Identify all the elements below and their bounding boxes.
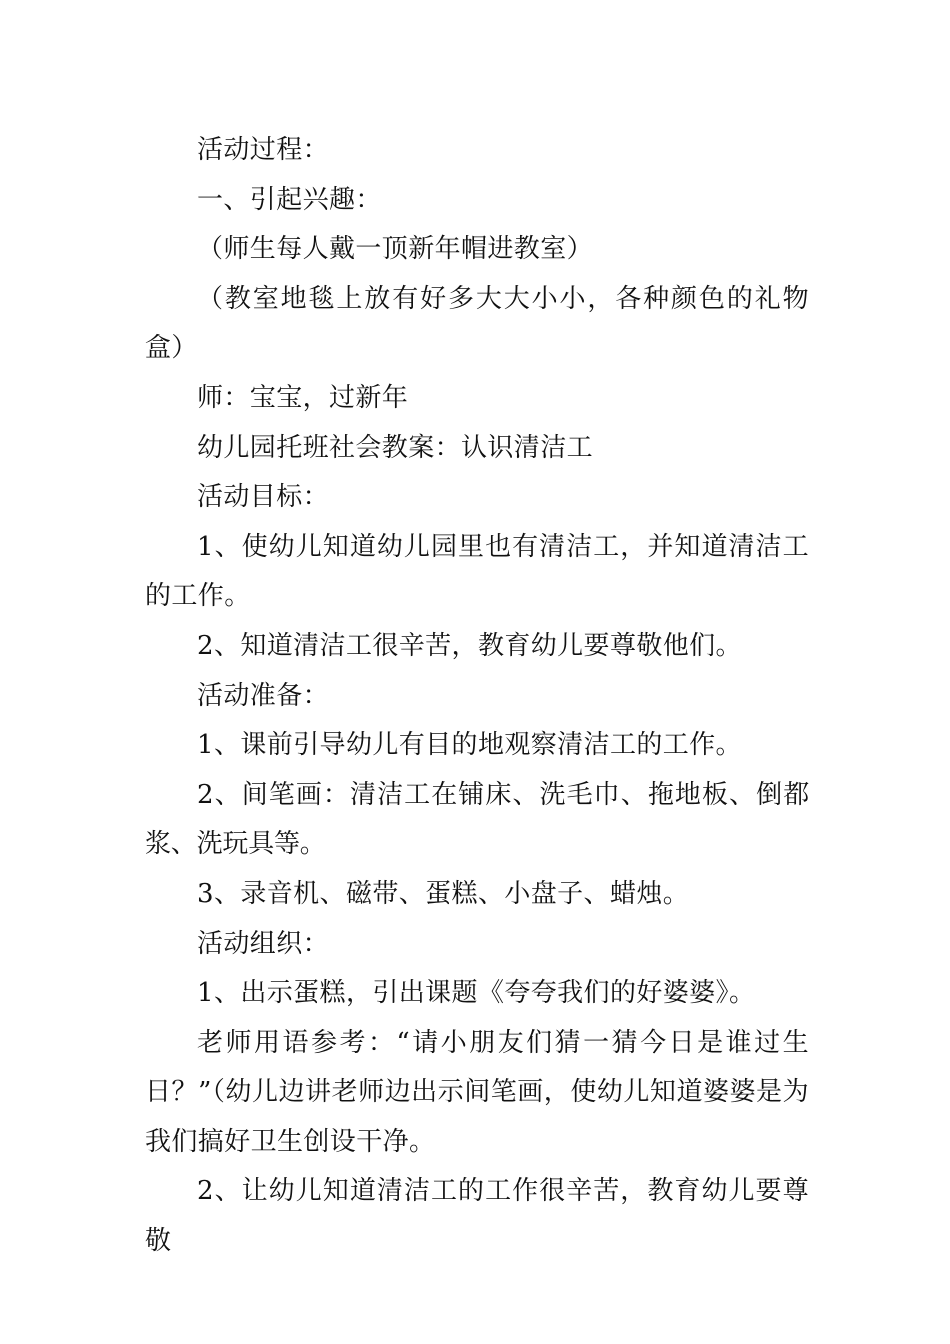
document-body xyxy=(145,126,809,1267)
paragraph-prep-3: 3、录音机、磁带、蛋糕、小盘子、蜡烛。 xyxy=(197,878,690,909)
paragraph-org-1: 1、出示蛋糕，引出课题《夸夸我们的好婆婆》。 xyxy=(197,978,756,1009)
paragraph-prep-1: 1、课前引导幼儿有目的地观察清洁工的工作。 xyxy=(197,730,742,761)
paragraph-hat-note: （师生每人戴一顶新年帽进教室） xyxy=(197,234,594,265)
paragraph-process-heading: 活动过程： xyxy=(197,135,330,165)
paragraph-prep-heading: 活动准备： xyxy=(197,680,330,711)
paragraph-org-2: 2、让幼儿知道清洁工的工作很辛苦，教育幼儿要尊敬 xyxy=(145,1176,809,1257)
paragraph-goal-1: 1、使幼儿知道幼儿园里也有清洁工，并知道清洁工的工作。 xyxy=(145,531,809,612)
paragraph-goals-heading: 活动目标： xyxy=(197,482,330,513)
paragraph-teacher-line: 师：宝宝，过新年 xyxy=(197,382,409,413)
paragraph-org-heading: 活动组织： xyxy=(197,928,330,959)
paragraph-step-interest: 一、引起兴趣： xyxy=(197,184,382,215)
paragraph-lesson-title: 幼儿园托班社会教案：认识清洁工 xyxy=(197,432,594,463)
paragraph-gift-note: （教室地毯上放有好多大大小小，各种颜色的礼物盒） xyxy=(145,283,809,364)
paragraph-teacher-reference: 老师用语参考：“请小朋友们猜一猜今日是谁过生日？”（幼儿边讲老师边出示间笔画，使幼儿知道婆婆是为我们搞好卫生创设干净。 xyxy=(145,1027,809,1157)
paragraph-goal-2: 2、知道清洁工很辛苦，教育幼儿要尊敬他们。 xyxy=(197,630,742,661)
paragraph-prep-2: 2、间笔画：清洁工在铺床、洗毛巾、拖地板、倒都浆、洗玩具等。 xyxy=(145,779,809,860)
